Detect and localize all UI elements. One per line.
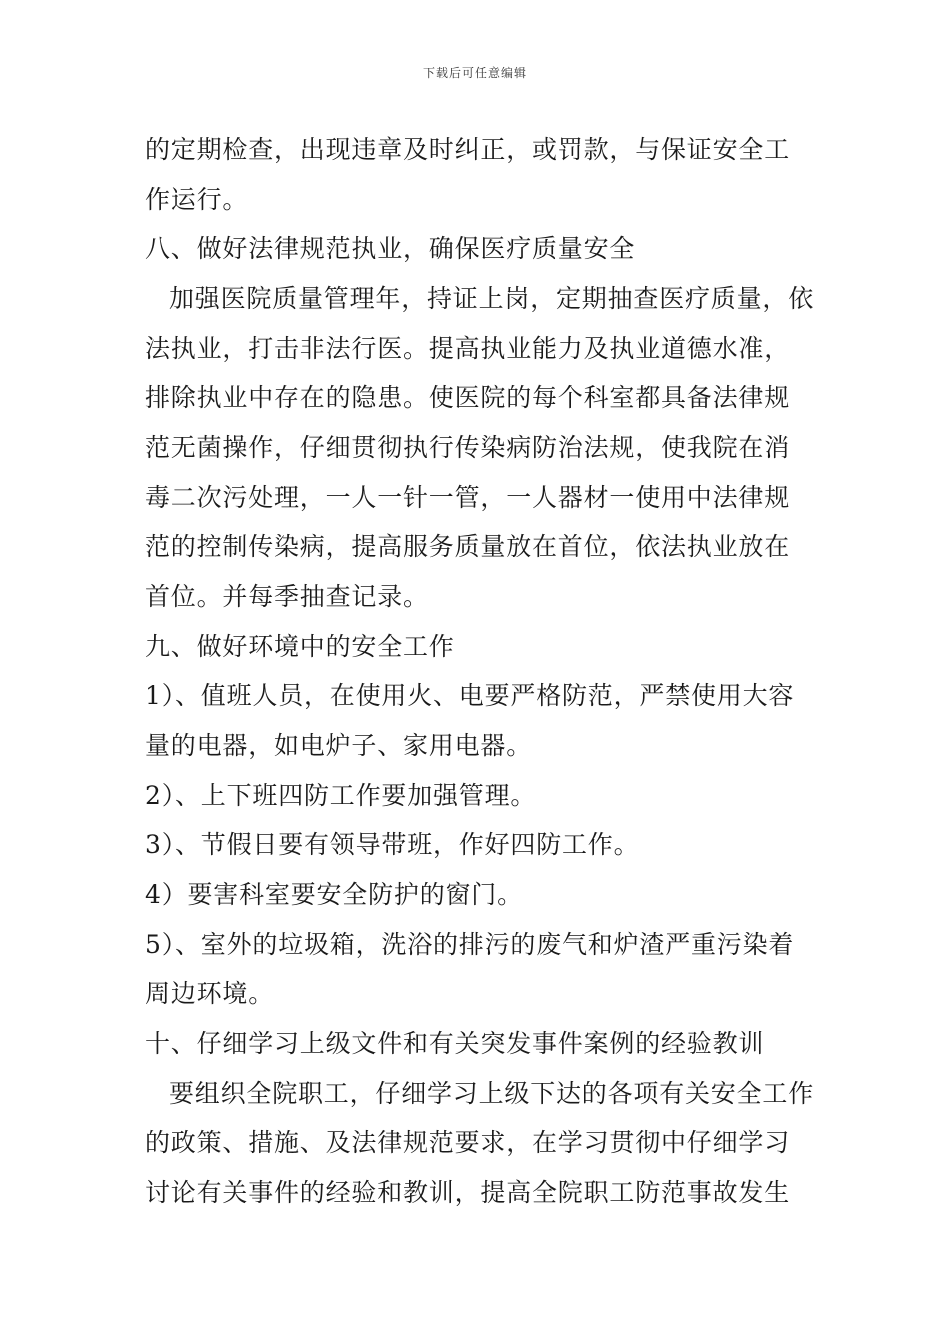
list-item: 4）要害科室要安全防护的窗门。 <box>145 880 523 909</box>
list-item: 3）、节假日要有领导带班，作好四防工作。 <box>145 830 640 859</box>
text-line: 首位。并每季抽查记录。 <box>145 582 429 611</box>
page-header: 下载后可任意编辑 <box>422 66 527 80</box>
text-line: 量的电器，如电炉子、家用电器。 <box>145 731 533 760</box>
text-line: 周边环境。 <box>145 979 275 1008</box>
text-line: 作运行。 <box>145 185 249 214</box>
text-line: 范无菌操作，仔细贯彻执行传染病防治法规，使我院在消 <box>145 433 791 462</box>
section-heading: 九、做好环境中的安全工作 <box>145 632 455 661</box>
section-heading: 十、仔细学习上级文件和有关突发事件案例的经验教训 <box>145 1029 765 1058</box>
list-item: 1）、值班人员，在使用火、电要严格防范，严禁使用大容 <box>145 681 795 710</box>
section-heading: 八、做好法律规范执业，确保医疗质量安全 <box>145 234 636 263</box>
list-item: 5）、室外的垃圾箱，洗浴的排污的废气和炉渣严重污染着 <box>145 930 795 959</box>
text-line: 要组织全院职工，仔细学习上级下达的各项有关安全工作 <box>169 1079 815 1108</box>
text-line: 的政策、措施、及法律规范要求，在学习贯彻中仔细学习 <box>145 1128 791 1157</box>
text-line: 法执业，打击非法行医。提高执业能力及执业道德水准， <box>145 334 791 363</box>
text-line: 毒二次污处理，一人一针一管，一人器材一使用中法律规 <box>145 483 791 512</box>
text-line: 讨论有关事件的经验和教训，提高全院职工防范事故发生 <box>145 1178 791 1207</box>
text-line: 范的控制传染病，提高服务质量放在首位，依法执业放在 <box>145 532 791 561</box>
text-line: 排除执业中存在的隐患。使医院的每个科室都具备法律规 <box>145 383 791 412</box>
list-item: 2）、上下班四防工作要加强管理。 <box>145 781 537 810</box>
text-line: 的定期检查，出现违章及时纠正，或罚款，与保证安全工 <box>145 135 791 164</box>
text-line: 加强医院质量管理年，持证上岗，定期抽查医疗质量，依 <box>169 284 815 313</box>
